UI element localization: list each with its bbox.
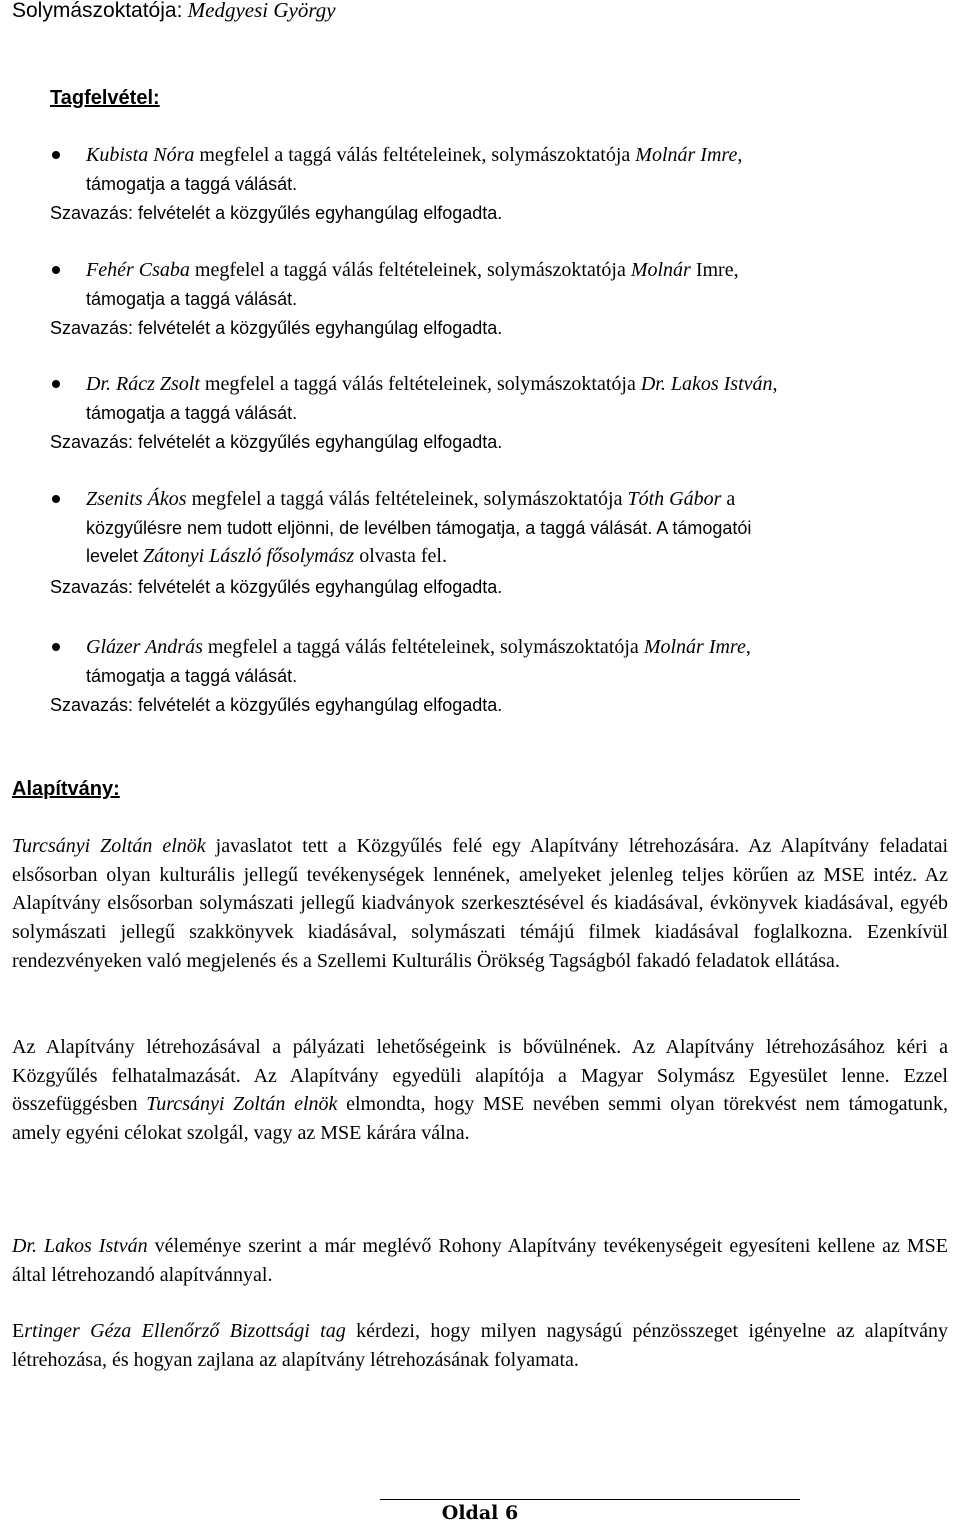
speaker-name: rtinger Géza Ellenőrző Bizottsági tag	[24, 1320, 346, 1342]
member-name: Zsenits Ákos	[86, 488, 187, 510]
vote-line: Szavazás: felvételét a közgyűlés egyhangúlag elfogadta.	[50, 203, 503, 223]
mentor-name: Dr. Lakos István	[640, 373, 773, 395]
mentor-name: Molnár Imre	[643, 636, 746, 658]
mentor-name: Molnár Imre	[635, 144, 738, 166]
member-item: Dr. Rácz Zsolt megfelel a taggá válás feltételeinek, solymászoktatója Dr. Lakos István,	[86, 373, 778, 395]
mentor-name: Molnár	[630, 259, 691, 281]
support-line: támogatja a taggá válását.	[86, 403, 298, 423]
member-item: Glázer András megfelel a taggá válás feltételeinek, solymászoktatója Molnár Imre,	[86, 636, 751, 658]
vote-line: Szavazás: felvételét a közgyűlés egyhangúlag elfogadta.	[50, 577, 503, 597]
vote-line: Szavazás: felvételét a közgyűlés egyhangúlag elfogadta.	[50, 318, 503, 338]
reader-name: Zátonyi László fősolymász	[143, 545, 355, 567]
section-heading-tagfelvetel: Tagfelvétel:	[50, 87, 160, 109]
paragraph-ertinger-question: Ertinger Géza Ellenőrző Bizottsági tag kérdezi, hogy milyen nagyságú pénzösszeget igényelne az alapítvány létrehozása, és hogyan zajlana az alapítvány létrehozásának folyamata.	[12, 1320, 948, 1371]
paragraph-lakos-opinion: Dr. Lakos István véleménye szerint a már meglévő Rohony Alapítvány tevékenységeit egyesíteni kellene az MSE által létrehozandó alapítvánnyal.	[12, 1235, 949, 1286]
letter-line: levelet Zátonyi László fősolymász olvasta fel.	[86, 545, 447, 567]
header-name: Medgyesi György	[187, 0, 336, 22]
support-line: támogatja a taggá válását.	[86, 289, 298, 309]
president-name: Turcsányi Zoltán elnök	[12, 835, 206, 857]
vote-line: Szavazás: felvételét a közgyűlés egyhangúlag elfogadta.	[50, 695, 503, 715]
support-line: támogatja a taggá válását.	[86, 666, 298, 686]
member-item: Zsenits Ákos megfelel a taggá válás feltételeinek, solymászoktatója Tóth Gábor a	[86, 488, 736, 510]
member-item: Fehér Csaba megfelel a taggá válás feltételeinek, solymászoktatója Molnár Imre,	[86, 259, 739, 281]
bullet-icon	[52, 380, 60, 388]
bullet-icon	[52, 266, 60, 274]
paragraph-foundation-benefits: Az Alapítvány létrehozásával a pályázati lehetőségeink is bővülnének. Az Alapítvány létrehozásához kéri a Közgyűlés felhatalmazását. Az Alapítvány egyedüli alapítója a Magyar Solymász Egyesület lenne. Ezzel összefüggésben Turcsányi Zoltán elnök elmondta, hogy MSE nevében semmi olyan törekvést nem támogatunk, amely egyéni célokat szolgál, vagy az MSE kárára válna.	[12, 1036, 949, 1145]
member-name: Glázer András	[86, 636, 203, 658]
member-name: Kubista Nóra	[86, 144, 195, 166]
member-name: Fehér Csaba	[86, 259, 190, 281]
president-name: Turcsányi Zoltán elnök	[146, 1093, 338, 1116]
member-item: Kubista Nóra megfelel a taggá válás feltételeinek, solymászoktatója Molnár Imre,	[86, 144, 743, 166]
speaker-name: Dr. Lakos István	[12, 1235, 148, 1257]
support-line: közgyűlésre nem tudott eljönni, de levélben támogatja, a taggá válását. A támogatói	[86, 518, 752, 538]
section-heading-alapitvany: Alapítvány:	[12, 778, 120, 800]
vote-line: Szavazás: felvételét a közgyűlés egyhangúlag elfogadta.	[50, 432, 503, 452]
bullet-icon	[52, 495, 60, 503]
paragraph-foundation: Turcsányi Zoltán elnök javaslatot tett a Közgyűlés felé egy Alapítvány létrehozására. Az Alapítvány feladatai elsősorban olyan kulturális jellegű tevékenységek lennének, amelyeket jelenleg teljes körűen az MSE intéz. Az Alapítvány elsősorban solymászati jellegű kiadványok szerkesztésével és kiadásával, évkönyvek kiadásával, egyéb solymászati jellegű szakkönyvek kiadásával, solymászati témájú filmek kiadásával foglalkozna. Ezenkívül rendezvényeken való megjelenés és a Szellemi Kulturális Örökség Tagságból fakadó feladatok ellátása.	[12, 835, 948, 972]
page-number: Oldal 6	[441, 1502, 519, 1524]
header-label: Solymászoktatója:	[12, 0, 183, 22]
footer-rule	[380, 1499, 800, 1500]
header-line	[12, 0, 336, 25]
mentor-name: Tóth Gábor	[627, 488, 722, 510]
member-name: Dr. Rácz Zsolt	[86, 373, 200, 395]
bullet-icon	[52, 643, 60, 651]
bullet-icon	[52, 151, 60, 159]
support-line: támogatja a taggá válását.	[86, 174, 298, 194]
